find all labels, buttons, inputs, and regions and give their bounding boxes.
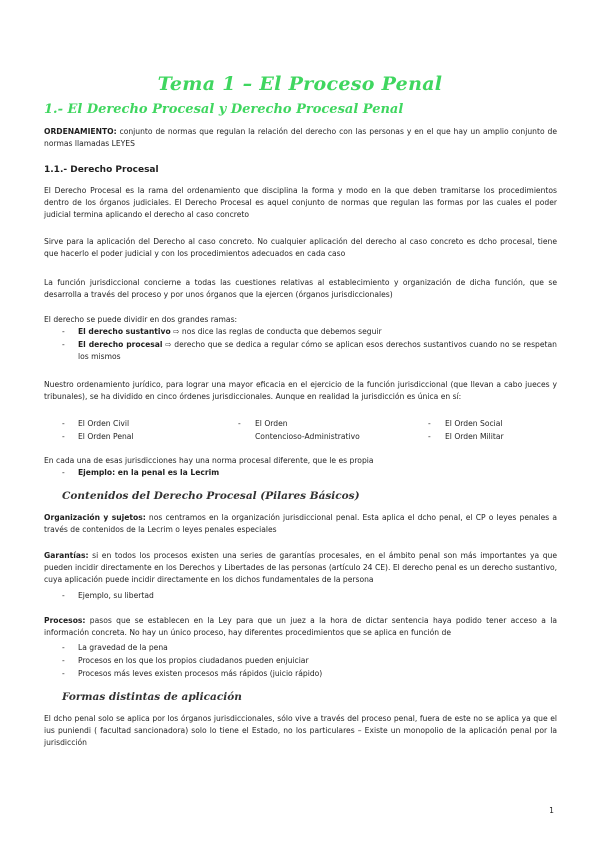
procesos-text: pasos que se establecen en la Ley para que un juez a la hora de dictar sentencia haya podido tener acceso a la información concreta. No hay un único proceso, hay diferentes procedimientos que se aplica en función de [44, 616, 557, 638]
rama-text: ⇨ nos dice las reglas de conducta que debemos seguir [170, 327, 382, 336]
paragraph-aplicacion: Sirve para la aplicación del Derecho al caso concreto. No cualquier aplicación del derecho al caso concreto es dcho procesal, tiene que hacerlo el poder judicial y con los procedimientos adecuados en cada caso [44, 237, 557, 259]
ordenamiento-paragraph [44, 126, 557, 150]
list-bullet: - [62, 669, 65, 678]
list-bullet: - [62, 432, 65, 441]
subsection-heading: 1.1.- Derecho Procesal [44, 165, 159, 175]
list-bullet: - [238, 419, 241, 428]
paragraph-norma-procesal: En cada una de esas jurisdicciones hay una norma procesal diferente, que le es propia [44, 456, 374, 465]
paragraph-ordenes-intro: Nuestro ordenamiento jurídico, para lograr una mayor eficacia en el ejercicio de la función jurisdiccional (que llevan a cabo jueces y tribunales), se ha dividido en cinco órdenes jurisdiccionales. Aunque en realidad la jurisdicción es única en sí: [44, 380, 557, 402]
procesos-item: Procesos en los que los propios ciudadanos pueden enjuiciar [78, 656, 309, 665]
list-bullet: - [62, 327, 65, 336]
paragraph-ramas-intro: El derecho se puede dividir en dos grandes ramas: [44, 315, 238, 324]
list-item-procesal [78, 339, 557, 363]
ejemplo-libertad: Ejemplo, su libertad [78, 591, 154, 600]
organizacion-paragraph [44, 512, 557, 536]
formas-heading: Formas distintas de aplicación [62, 691, 242, 703]
orden-social: El Orden Social [445, 419, 503, 428]
orden-civil: El Orden Civil [78, 419, 130, 428]
procesos-item: Procesos más leves existen procesos más rápidos (juicio rápido) [78, 669, 323, 678]
procesos-item: La gravedad de la pena [78, 643, 168, 652]
list-bullet: - [62, 643, 65, 652]
procesos-term: Procesos: [44, 616, 86, 625]
paragraph-funcion-jurisdiccional: La función jurisdiccional concierne a todas las cuestiones relativas al establecimiento y organización de dicha función, que se desarrolla a través del proceso y por unos órganos que la ejercen (órganos jurisdiccionales) [44, 278, 557, 300]
list-item-sustantivo [78, 326, 557, 338]
list-bullet: - [428, 419, 431, 428]
organizacion-text: nos centramos en la organización jurisdiccional penal. Esta aplica el dcho penal, el CP o leyes penales a través de contenidos de la Lecrim o leyes penales especiales [44, 513, 557, 535]
list-bullet: - [62, 468, 65, 477]
ordenamiento-term: ORDENAMIENTO: [44, 127, 117, 136]
list-bullet: - [62, 340, 65, 349]
contenidos-heading: Contenidos del Derecho Procesal (Pilares Básicos) [62, 490, 360, 502]
orden-militar: El Orden Militar [445, 432, 504, 441]
ejemplo-lecrim: Ejemplo: en la penal es la Lecrim [78, 468, 220, 477]
final-paragraph: El dcho penal solo se aplica por los órganos jurisdiccionales, sólo vive a través del proceso penal, fuera de este no se aplica ya que el ius puniendi ( facultad sancionadora) solo lo tiene el Estado, no los particulares – Existe un monopolio de la aplicación penal por la jurisdicción [44, 714, 557, 748]
section-heading: 1.- El Derecho Procesal y Derecho Procesal Penal [44, 102, 404, 117]
page-number: 1 [549, 806, 554, 815]
rama-text: ⇨ derecho que se dedica a regular cómo se aplican esos derechos sustantivos cuando no se respetan los mismos [78, 340, 557, 362]
orden-contencioso-line1: El Orden [255, 419, 288, 428]
list-bullet: - [428, 432, 431, 441]
list-bullet: - [62, 419, 65, 428]
rama-term: El derecho sustantivo [78, 327, 171, 336]
organizacion-term: Organización y sujetos: [44, 513, 146, 522]
garantias-term: Garantías: [44, 551, 89, 560]
list-bullet: - [62, 591, 65, 600]
ordenamiento-text: conjunto de normas que regulan la relación del derecho con las personas y en el que hay un amplio conjunto de normas llamadas LEYES [44, 127, 557, 149]
rama-term: El derecho procesal [78, 340, 163, 349]
garantias-text: si en todos los procesos existen una series de garantías procesales, en el ámbito penal son más importantes ya que pueden incidir directamente en los Derechos y Libertades de las personas (artículo 24 CE). El derecho penal es un derecho sustantivo, cuya aplicación puede incidir directamente en los dichos fundamentales de la persona [44, 551, 557, 585]
garantias-paragraph [44, 550, 557, 587]
procesos-paragraph [44, 615, 557, 639]
paragraph-derecho-procesal: El Derecho Procesal es la rama del ordenamiento que disciplina la forma y modo en la que deben tramitarse los procedimientos dentro de los órganos judiciales. El Derecho Procesal es aquel conjunto de normas que regulan las formas por las cuales el poder judicial termina aplicando el derecho al caso concreto [44, 186, 557, 220]
document-title: Tema 1 – El Proceso Penal [157, 73, 443, 95]
orden-penal: El Orden Penal [78, 432, 134, 441]
list-bullet: - [62, 656, 65, 665]
orden-contencioso-line2: Contencioso-Administrativo [255, 432, 360, 441]
